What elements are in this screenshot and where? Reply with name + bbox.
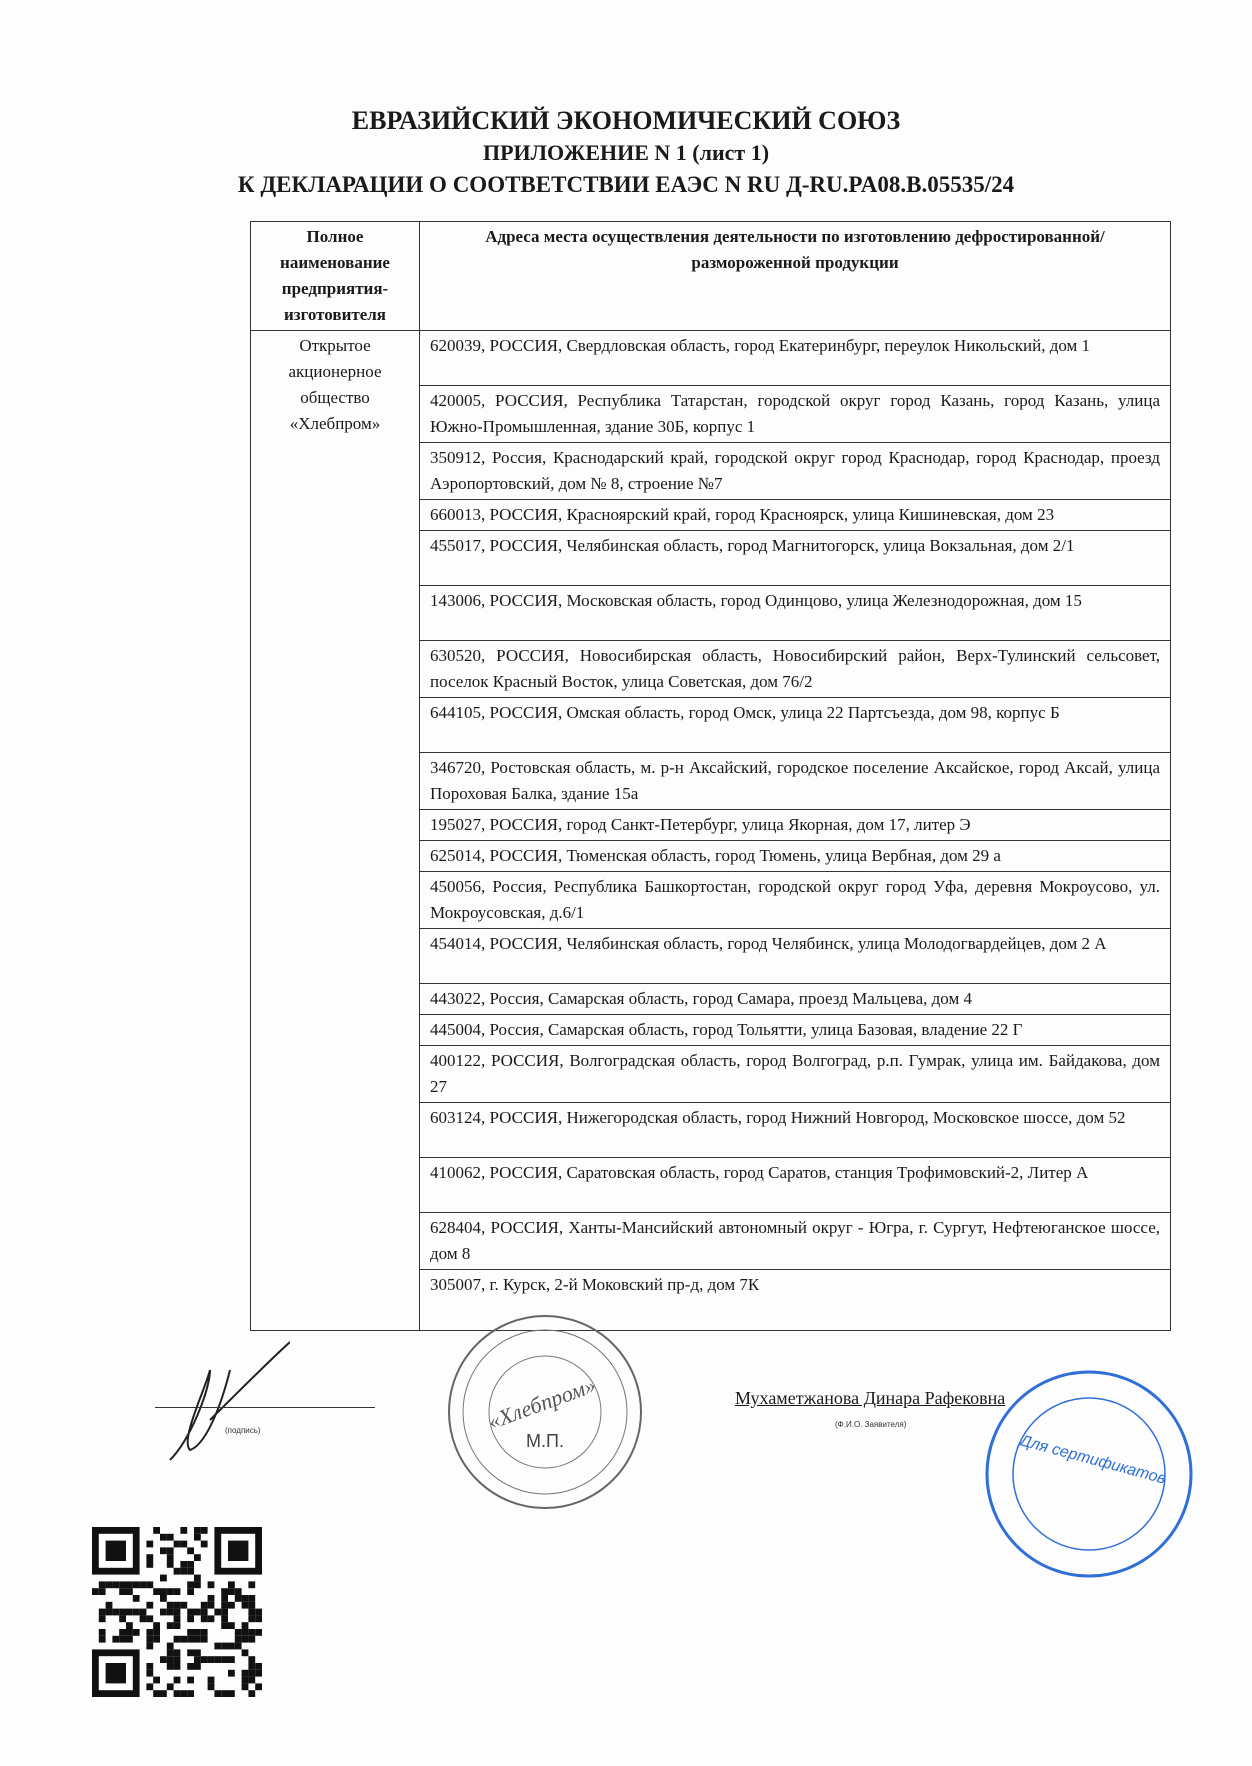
address-cell: 620039, РОССИЯ, Свердловская область, город Екатеринбург, переулок Никольский, дом 1	[420, 331, 1171, 386]
header-manufacturer: Полное наименование предприятия-изготовителя	[251, 222, 420, 331]
address-cell: 455017, РОССИЯ, Челябинская область, город Магнитогорск, улица Вокзальная, дом 2/1	[420, 531, 1171, 586]
title-union: ЕВРАЗИЙСКИЙ ЭКОНОМИЧЕСКИЙ СОЮЗ	[351, 106, 901, 135]
address-cell: 400122, РОССИЯ, Волгоградская область, город Волгоград, р.п. Гумрак, улица им. Байдакова, дом 27	[420, 1046, 1171, 1103]
address-cell: 420005, РОССИЯ, Республика Татарстан, городской округ город Казань, город Казань, улица Южно-Промышленная, здание 30Б, корпус 1	[420, 386, 1171, 443]
address-cell: 454014, РОССИЯ, Челябинская область, город Челябинск, улица Молодогвардейцев, дом 2 А	[420, 929, 1171, 984]
applicant-caption: (Ф.И.О. Заявителя)	[835, 1420, 907, 1429]
address-cell: 450056, Россия, Республика Башкортостан, городской округ город Уфа, деревня Мокроусово, ул. Мокроусовская, д.6/1	[420, 872, 1171, 929]
title-appendix: ПРИЛОЖЕНИЕ N 1 (лист 1)	[482, 140, 770, 165]
address-cell: 628404, РОССИЯ, Ханты-Мансийский автономный округ - Югра, г. Сургут, Нефтеюганское шоссе, дом 8	[420, 1213, 1171, 1270]
cert-stamp-text: Для сертификатов	[1017, 1432, 1168, 1488]
manufacturer-name: Открытое акционерное общество «Хлебпром»	[251, 331, 420, 1331]
company-seal	[445, 1312, 645, 1512]
address-cell: 443022, Россия, Самарская область, город Самара, проезд Мальцева, дом 4	[420, 984, 1171, 1015]
qr-code	[92, 1527, 262, 1697]
seal-company-name: «Хлебпром»	[484, 1372, 599, 1435]
seal-mp: М.П.	[526, 1431, 564, 1451]
address-cell: 625014, РОССИЯ, Тюменская область, город Тюмень, улица Вербная, дом 29 а	[420, 841, 1171, 872]
address-cell: 660013, РОССИЯ, Красноярский край, город Красноярск, улица Кишиневская, дом 23	[420, 500, 1171, 531]
header-addresses: Адреса места осуществления деятельности по изготовлению дефростированной/размороженной продукции	[420, 222, 1171, 331]
address-cell: 644105, РОССИЯ, Омская область, город Омск, улица 22 Партсъезда, дом 98, корпус Б	[420, 698, 1171, 753]
address-cell: 410062, РОССИЯ, Саратовская область, город Саратов, станция Трофимовский-2, Литер А	[420, 1158, 1171, 1213]
signature-caption: (подпись)	[225, 1426, 261, 1435]
table-row	[251, 331, 1171, 386]
address-cell: 305007, г. Курск, 2-й Моковский пр-д, дом 7К	[420, 1270, 1171, 1331]
title-declaration: К ДЕКЛАРАЦИИ О СООТВЕТСТВИИ ЕАЭС N RU Д-RU.PA08.B.05535/24	[237, 172, 1015, 197]
address-cell: 195027, РОССИЯ, город Санкт-Петербург, улица Якорная, дом 17, литер Э	[420, 810, 1171, 841]
address-cell: 350912, Россия, Краснодарский край, городской округ город Краснодар, город Краснодар, проезд Аэропортовский, дом № 8, строение №7	[420, 443, 1171, 500]
certification-stamp	[983, 1368, 1195, 1580]
address-cell: 630520, РОССИЯ, Новосибирская область, Новосибирский район, Верх-Тулинский сельсовет, поселок Красный Восток, улица Советская, дом 76/2	[420, 641, 1171, 698]
address-cell: 143006, РОССИЯ, Московская область, город Одинцово, улица Железнодорожная, дом 15	[420, 586, 1171, 641]
address-cell: 346720, Ростовская область, м. р-н Аксайский, городское поселение Аксайское, город Аксай, улица Пороховая Балка, здание 15а	[420, 753, 1171, 810]
signature-line	[155, 1407, 375, 1408]
signature-mark	[150, 1330, 290, 1470]
address-cell: 445004, Россия, Самарская область, город Тольятти, улица Базовая, владение 22 Г	[420, 1015, 1171, 1046]
addresses-table	[250, 221, 1171, 1331]
applicant-name: Мухаметжанова Динара Рафековна	[735, 1388, 1006, 1408]
address-cell: 603124, РОССИЯ, Нижегородская область, город Нижний Новгород, Московское шоссе, дом 52	[420, 1103, 1171, 1158]
